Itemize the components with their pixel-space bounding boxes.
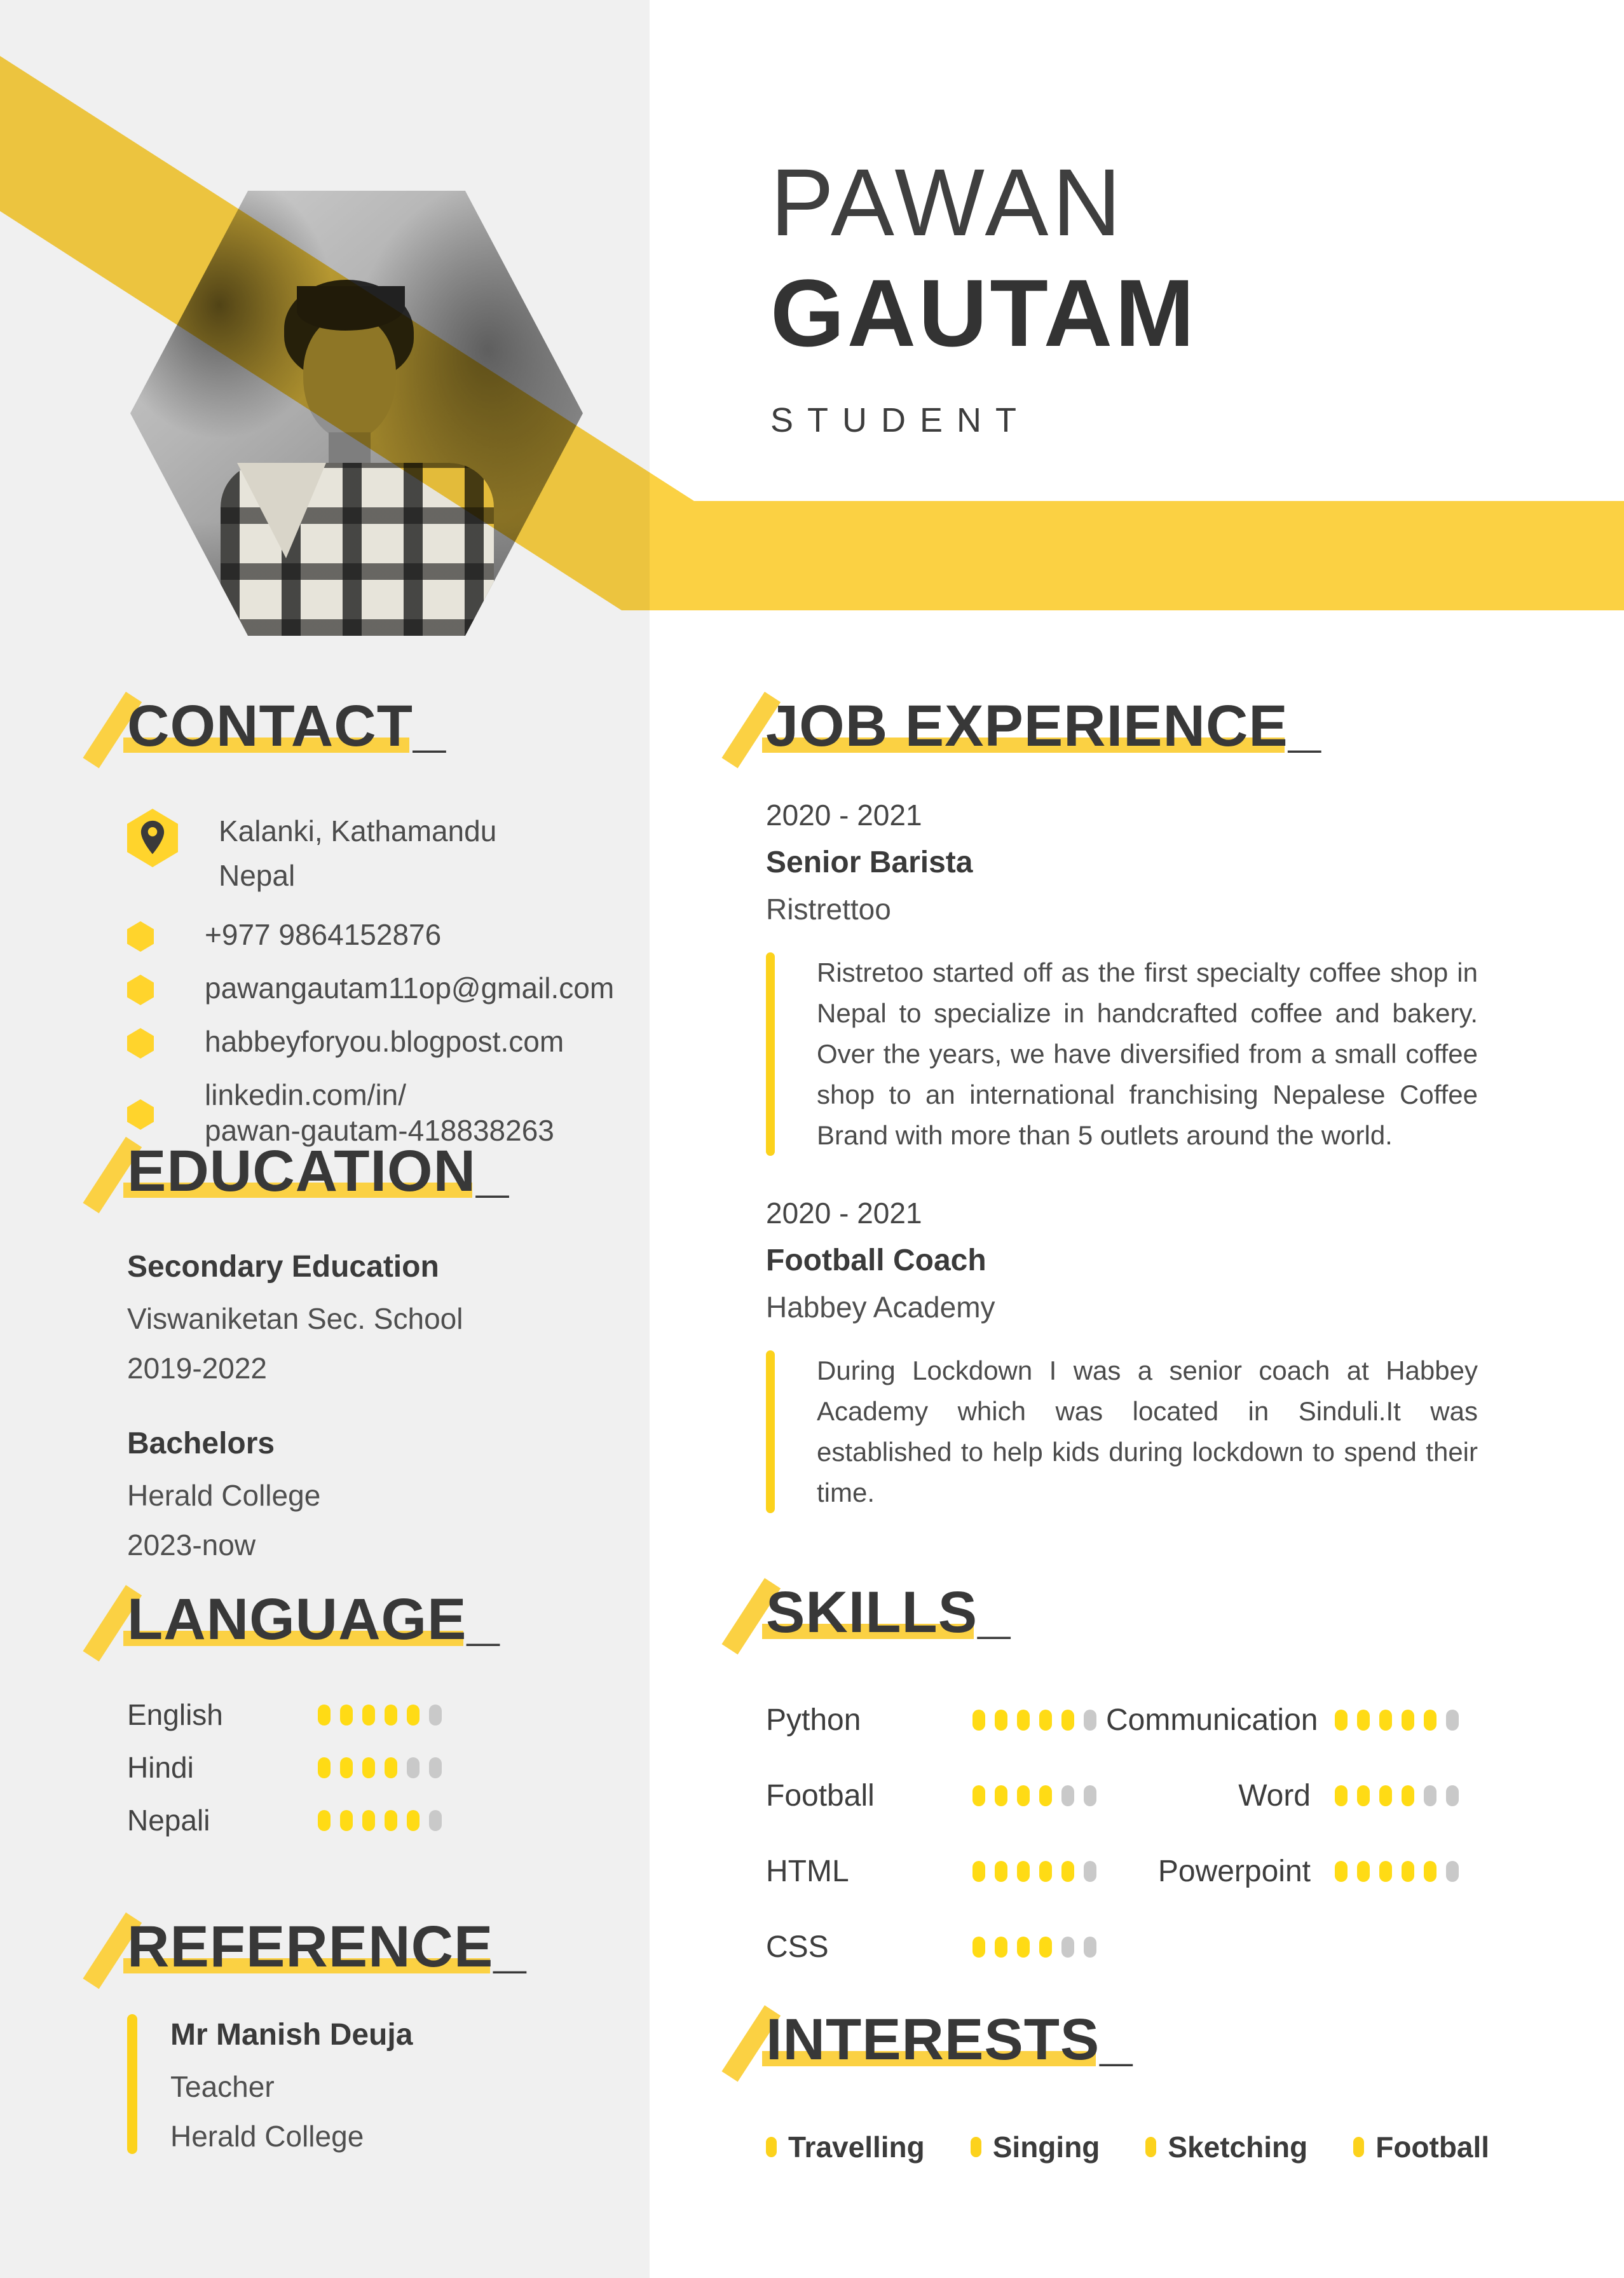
language-row — [127, 1802, 610, 1838]
level-dot-filled — [995, 1937, 1007, 1958]
skill-name: Powerpoint — [1157, 1855, 1311, 1888]
interests-row — [766, 2130, 1516, 2164]
interest-label: Singing — [992, 2130, 1100, 2164]
language-row — [127, 1750, 610, 1785]
years: 2023-now — [127, 1528, 256, 1561]
job-period: 2020 - 2021 — [766, 799, 922, 832]
interest-bullet — [1353, 2137, 1364, 2157]
location-pin-icon — [139, 820, 167, 856]
skill-name: CSS — [766, 1930, 829, 1964]
level-dot-empty — [1084, 1937, 1096, 1958]
skill-name: HTML — [766, 1855, 849, 1888]
contact-website-row — [127, 1024, 610, 1059]
level-dot-filled — [318, 1705, 331, 1726]
skills-grid — [766, 1703, 1487, 1965]
location-hexagon — [127, 809, 178, 867]
level-dot-filled — [972, 1937, 985, 1958]
level-dot-empty — [1061, 1937, 1074, 1958]
level-dot-filled — [407, 1810, 420, 1831]
level-dot-filled — [385, 1810, 397, 1831]
interest-bullet — [1145, 2137, 1156, 2157]
education-item — [127, 1249, 610, 1386]
job-period: 2020 - 2021 — [766, 1197, 922, 1230]
last-name: GAUTAM — [770, 259, 1198, 366]
reference-title: REFERENCE_ — [127, 1915, 527, 1979]
location-line1: Kalanki, Kathamandu — [219, 814, 497, 847]
years: 2019-2022 — [127, 1352, 267, 1385]
contact-location-row — [127, 809, 610, 898]
level-dot-empty — [1061, 1785, 1074, 1806]
skill-name: Communication — [1106, 1703, 1318, 1737]
level-dot-filled — [1039, 1710, 1052, 1731]
level-dot-filled — [1424, 1861, 1436, 1882]
skill-level-dots — [972, 1861, 1106, 1882]
language-name: English — [127, 1698, 223, 1731]
level-dot-filled — [1039, 1785, 1052, 1806]
level-dot-filled — [1424, 1710, 1436, 1731]
interest-item — [1353, 2130, 1489, 2164]
header-name-block — [770, 151, 1197, 440]
job-role: Football Coach — [766, 1244, 986, 1277]
description-accent-bar — [766, 1350, 775, 1513]
level-dot-filled — [995, 1785, 1007, 1806]
level-dot-filled — [1357, 1785, 1370, 1806]
job-experience-section — [766, 694, 1487, 1513]
skills-title: SKILLS_ — [766, 1581, 1011, 1644]
degree: Bachelors — [127, 1427, 275, 1460]
job-description-block — [766, 1350, 1487, 1513]
reference-organization: Herald College — [170, 2120, 364, 2153]
description-accent-bar — [766, 952, 775, 1156]
level-dot-filled — [972, 1861, 985, 1882]
level-dot-filled — [1357, 1710, 1370, 1731]
reference-section — [127, 1915, 610, 2154]
email-bullet-hexagon — [127, 975, 154, 1005]
level-dot-filled — [1017, 1861, 1030, 1882]
level-dot-empty — [1446, 1785, 1459, 1806]
level-dot-filled — [362, 1810, 375, 1831]
phone-number: +977 9864152876 — [205, 918, 442, 951]
level-dot-filled — [1039, 1861, 1052, 1882]
level-dot-filled — [1017, 1785, 1030, 1806]
level-dot-filled — [1061, 1710, 1074, 1731]
level-dot-empty — [407, 1757, 420, 1778]
language-rows — [127, 1697, 610, 1838]
job-entry — [766, 797, 1487, 1156]
level-dot-filled — [1017, 1937, 1030, 1958]
reference-name: Mr Manish Deuja — [170, 2018, 413, 2052]
level-dot-filled — [1039, 1937, 1052, 1958]
level-dot-filled — [972, 1785, 985, 1806]
reference-body — [127, 2014, 610, 2154]
degree: Secondary Education — [127, 1250, 439, 1284]
level-dot-filled — [1402, 1710, 1414, 1731]
job-company: Habbey Academy — [766, 1291, 995, 1324]
level-dot-empty — [1446, 1710, 1459, 1731]
school: Viswaniketan Sec. School — [127, 1302, 463, 1335]
contact-rows — [127, 809, 615, 1148]
skill-level-dots — [1335, 1861, 1471, 1882]
level-dot-empty — [429, 1810, 442, 1831]
level-dot-filled — [407, 1705, 420, 1726]
level-dot-filled — [995, 1861, 1007, 1882]
job-description-block — [766, 952, 1487, 1156]
level-dot-empty — [1084, 1785, 1096, 1806]
level-dot-empty — [1424, 1785, 1436, 1806]
level-dot-filled — [1335, 1710, 1348, 1731]
level-dot-filled — [1379, 1861, 1392, 1882]
location-line2: Nepal — [219, 859, 296, 892]
language-name: Nepali — [127, 1804, 210, 1837]
education-item — [127, 1425, 610, 1563]
interest-label: Travelling — [788, 2130, 925, 2164]
education-section — [127, 1139, 610, 1563]
job-description: Ristretoo started off as the first specialty coffee shop in Nepal to specialize in handcrafted coffee and bakery. Over the years, we have diversified from a small coffee shop to an international franchising Nepalese Coffee Brand with more than 5 outlets around the world. — [817, 957, 1478, 1150]
skill-name: Python — [766, 1703, 861, 1737]
contact-title: CONTACT_ — [127, 694, 446, 758]
level-dot-empty — [1084, 1710, 1096, 1731]
interest-item — [971, 2130, 1100, 2164]
linkedin-line1: linkedin.com/in/ — [205, 1078, 407, 1111]
interest-label: Football — [1375, 2130, 1490, 2164]
level-dot-empty — [429, 1705, 442, 1726]
level-dot-filled — [1379, 1785, 1392, 1806]
language-level-dots — [318, 1757, 442, 1778]
level-dot-filled — [362, 1705, 375, 1726]
job-entry — [766, 1195, 1487, 1513]
skill-level-dots — [972, 1785, 1106, 1806]
job-company: Ristrettoo — [766, 893, 891, 926]
level-dot-filled — [1335, 1785, 1348, 1806]
linkedin-bullet-hexagon — [127, 1099, 154, 1130]
job-role: Senior Barista — [766, 846, 973, 879]
level-dot-filled — [1402, 1785, 1414, 1806]
level-dot-filled — [972, 1710, 985, 1731]
interest-bullet — [971, 2137, 981, 2157]
contact-phone-row — [127, 917, 610, 952]
contact-email-row — [127, 970, 615, 1006]
level-dot-filled — [1357, 1861, 1370, 1882]
email-address: pawangautam11op@gmail.com — [205, 971, 615, 1005]
role-subtitle: STUDENT — [770, 401, 1030, 439]
phone-bullet-hexagon — [127, 921, 154, 952]
skills-section — [766, 1581, 1487, 1965]
reference-text — [170, 2014, 413, 2154]
skill-level-dots — [1335, 1785, 1471, 1806]
interest-item — [766, 2130, 925, 2164]
level-dot-filled — [385, 1757, 397, 1778]
level-dot-filled — [362, 1757, 375, 1778]
linkedin-url — [205, 1077, 554, 1148]
level-dot-filled — [340, 1757, 353, 1778]
website-url: habbeyforyou.blogpost.com — [205, 1025, 564, 1058]
skill-name: Word — [1238, 1779, 1311, 1813]
skill-name: Football — [766, 1779, 875, 1813]
contact-linkedin-row — [127, 1077, 610, 1148]
language-level-dots — [318, 1810, 442, 1831]
interests-title: INTERESTS_ — [766, 2008, 1133, 2071]
language-level-dots — [318, 1705, 442, 1726]
skill-level-dots — [972, 1710, 1106, 1731]
level-dot-filled — [385, 1705, 397, 1726]
language-name: Hindi — [127, 1751, 194, 1784]
interests-section — [766, 2008, 1516, 2164]
education-title: EDUCATION_ — [127, 1139, 509, 1203]
level-dot-filled — [1017, 1710, 1030, 1731]
school: Herald College — [127, 1479, 321, 1512]
level-dot-filled — [318, 1810, 331, 1831]
level-dot-filled — [1061, 1861, 1074, 1882]
interest-item — [1145, 2130, 1307, 2164]
interest-bullet — [766, 2137, 777, 2157]
contact-section — [127, 694, 615, 1166]
interest-label: Sketching — [1168, 2130, 1308, 2164]
website-bullet-hexagon — [127, 1028, 154, 1059]
level-dot-filled — [1335, 1861, 1348, 1882]
level-dot-empty — [1446, 1861, 1459, 1882]
level-dot-filled — [340, 1810, 353, 1831]
reference-accent-bar — [127, 2014, 137, 2154]
level-dot-filled — [1402, 1861, 1414, 1882]
skill-level-dots — [972, 1937, 1106, 1958]
language-row — [127, 1697, 610, 1733]
linkedin-line2: pawan-gautam-418838263 — [205, 1114, 554, 1147]
job-experience-title: JOB EXPERIENCE_ — [766, 694, 1321, 758]
level-dot-empty — [429, 1757, 442, 1778]
level-dot-empty — [1084, 1861, 1096, 1882]
level-dot-filled — [995, 1710, 1007, 1731]
level-dot-filled — [340, 1705, 353, 1726]
language-section — [127, 1588, 610, 1855]
location-text — [219, 809, 496, 898]
level-dot-filled — [1379, 1710, 1392, 1731]
language-title: LANGUAGE_ — [127, 1588, 500, 1651]
first-name: PAWAN — [770, 149, 1125, 256]
job-description: During Lockdown I was a senior coach at Habbey Academy which was located in Sinduli.It was established to help kids during lockdown to spend their time. — [817, 1355, 1478, 1507]
level-dot-filled — [318, 1757, 331, 1778]
skill-level-dots — [1335, 1710, 1471, 1731]
reference-role: Teacher — [170, 2070, 275, 2103]
